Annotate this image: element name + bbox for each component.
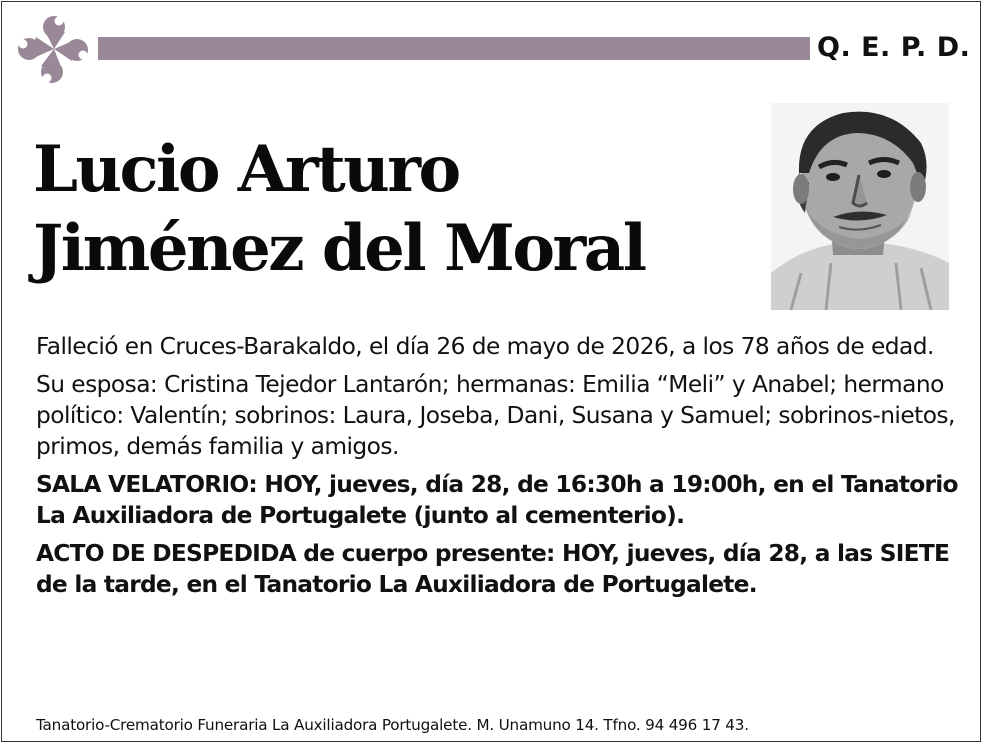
obituary-body (36, 331, 966, 607)
wake-paragraph: SALA VELATORIO: HOY, jueves, día 28, de 16:30h a 19:00h, en el Tanatorio La Auxiliadora de Portugalete (junto al cementerio). (36, 471, 958, 529)
name-line-2: Jiménez del Moral (33, 211, 645, 286)
header-bar (98, 37, 810, 60)
portrait-photo (771, 103, 949, 310)
farewell-paragraph: ACTO DE DESPEDIDA de cuerpo presente: HOY, jueves, día 28, a las SIETE de la tarde, en el Tanatorio La Auxiliadora de Portugalete. (36, 540, 950, 598)
qepd-heading: Q. E. P. D. (817, 32, 971, 63)
lauburu-cross-icon (14, 12, 92, 86)
deceased-name (33, 130, 753, 288)
family-paragraph: Su esposa: Cristina Tejedor Lantarón; hermanas: Emilia “Meli” y Anabel; hermano político: Valentín; sobrinos: Laura, Joseba, Dani, Susana y Samuel; sobrinos-nietos, primos, demás familia y amigos. (36, 371, 955, 460)
funeral-home-footer: Tanatorio-Crematorio Funeraria La Auxiliadora Portugalete. M. Unamuno 14. Tfno. 94 496 17 43. (36, 716, 749, 734)
death-paragraph: Falleció en Cruces-Barakaldo, el día 26 de mayo de 2026, a los 78 años de edad. (36, 333, 934, 360)
name-line-1: Lucio Arturo (33, 132, 459, 207)
